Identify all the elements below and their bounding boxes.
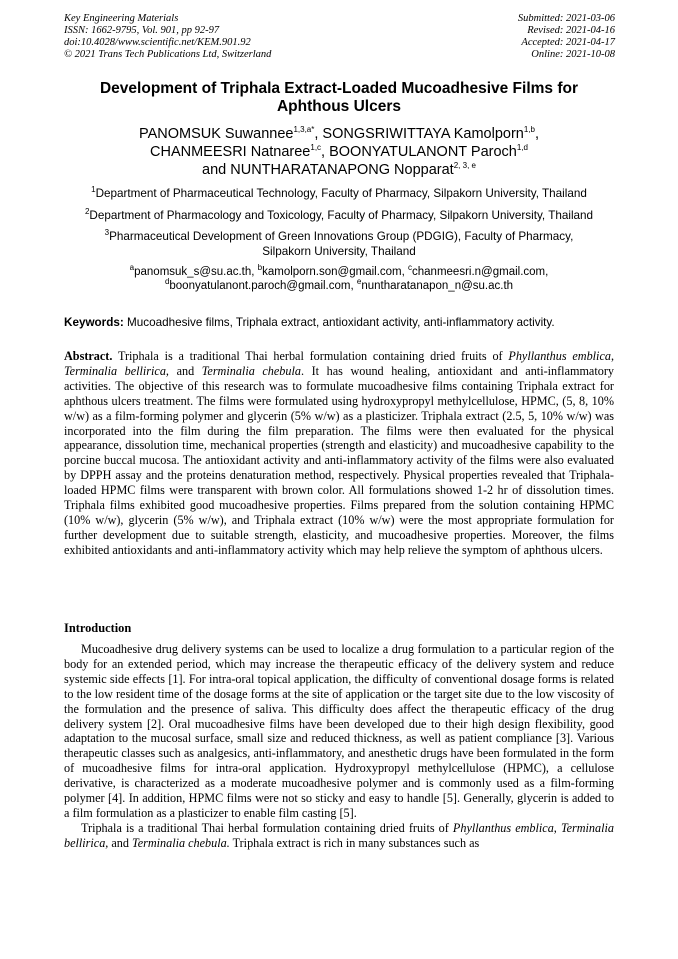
email-mark: d [164,277,170,287]
author-separator: , [314,126,323,142]
author-affiliation-mark: 1,3,a* [293,125,315,135]
author-line [64,143,614,161]
revised-date: Revised: 2021-04-16 [527,25,615,36]
author-name: CHANMEESRI Natnaree [150,144,311,160]
affiliation-text: Department of Pharmacology and Toxicology, Faculty of Pharmacy, Silpakorn University, Thailand [89,209,594,222]
author-separator: , [321,144,330,160]
paper-title-line: Aphthous Ulcers [276,98,401,115]
affiliation-number: 3 [104,228,110,238]
online-date: Online: 2021-10-08 [531,49,615,60]
paper-title [64,80,614,116]
species-name: Phyllanthus emblica [508,349,611,363]
author-line [64,125,614,143]
email-link[interactable]: boonyatulanont.paroch@gmail.com, [169,280,357,292]
copyright-line: © 2021 Trans Tech Publications Ltd, Switzerland [64,49,272,60]
section-heading-introduction: Introduction [64,621,132,635]
abstract-label: Abstract. [64,349,113,363]
author-list [64,125,614,179]
paragraph-text: and [108,835,133,850]
introduction-body [64,642,614,851]
affiliation-text: Silpakorn University, Thailand [262,245,416,258]
keywords-text: Mucoadhesive films, Triphala extract, antioxidant activity, anti-inflammatory activity. [123,316,555,329]
email-mark: c [408,263,413,273]
paragraph-text: Triphala is a traditional Thai herbal formulation containing dried fruits of [81,820,453,835]
paragraph-text: , [553,820,561,835]
email-mark: a [129,263,135,273]
paragraph-text: Triphala extract is rich in many substances such as [229,835,480,850]
email-mark: b [257,263,263,273]
journal-name: Key Engineering Materials [64,13,179,24]
accepted-date: Accepted: 2021-04-17 [521,37,615,48]
paragraph [64,821,614,851]
paragraph: Mucoadhesive drug delivery systems can be used to localize a drug formulation to a particular region of the body for an extended period, which may increase the therapeutic efficacy of the delivery system and reduce systemic side effects [1]. For intra-oral topical application, the difficulty of conventional dosage forms is related to the low resident time of the dosage forms at the site of application or the target site due to the low viscosity of the formulation and the presence of saliva. This difficulty does affect the therapeutic efficacy of the drug delivery system [2]. Oral mucoadhesive films have been developed due to their high design flexibility, good adaptation to the mucosal surface, small size and reduced thickness, as well as patient compliance [3]. Various therapeutic classes such as analgesics, anti-inflammatory, and anesthetic drugs have been formulated in the form of mucoadhesive films for intra-oral application. Hydroxypropyl methylcellulose (HPMC), a cellulose derivative, is characterized as a moderate mucoadhesive polymer and is commonly used as a film-forming polymer [4]. In addition, HPMC films were not so sticky and easy to handle [5]. Generally, glycerin is added to a film formulation as a plasticizer to enable film casting [5]. [64,642,614,820]
species-name: Phyllanthus emblica [452,820,554,835]
author-name: BOONYATULANONT Paroch [329,144,517,160]
email-mark: e [356,277,362,287]
email-link[interactable]: panomsuk_s@su.ac.th, [134,266,258,278]
affiliation-1 [64,186,614,201]
doi-line[interactable]: doi:10.4028/www.scientific.net/KEM.901.92 [64,37,251,48]
species-name: Terminalia bellirica, [64,363,169,378]
issn-line: ISSN: 1662-9795, Vol. 901, pp 92-97 [64,25,220,36]
author-affiliation-mark: 2, 3, e [453,161,476,171]
abstract-text: , [610,349,614,363]
species-name: Terminalia chebula. [132,835,230,850]
affiliation-number: 2 [84,207,90,217]
email-link[interactable]: nuntharatanapon_n@su.ac.th [361,280,514,292]
author-name: and NUNTHARATANAPONG Nopparat [202,162,454,178]
author-line [64,161,614,179]
paper-title-line: Development of Triphala Extract-Loaded Mucoadhesive Films for [99,80,579,97]
email-list [64,265,614,293]
affiliation-2 [64,208,614,223]
author-affiliation-mark: 1,b [523,125,535,135]
journal-header-right [518,13,615,61]
author-affiliation-mark: 1,c [310,143,322,153]
species-name: Terminalia chebula [201,363,301,378]
abstract-text: and [168,363,202,378]
species-name: Terminalia bellirica, [64,820,614,850]
affiliation-number: 1 [91,185,96,195]
abstract [64,349,614,558]
author-separator: , [534,126,540,142]
email-link[interactable]: kamolporn.son@gmail.com, [262,266,409,278]
author-affiliation-mark: 1,d [516,143,528,153]
keywords-label: Keywords: [64,316,124,329]
affiliation-3 [64,229,614,259]
abstract-text: Triphala is a traditional Thai herbal formulation containing dried fruits of [112,349,509,363]
keywords [64,316,614,330]
affiliation-text: Department of Pharmaceutical Technology, Faculty of Pharmacy, Silpakorn University, Thailand [95,187,587,200]
submitted-date: Submitted: 2021-03-06 [517,13,615,24]
author-name: PANOMSUK Suwannee [138,126,294,142]
affiliation-text: Pharmaceutical Development of Green Innovations Group (PDGIG), Faculty of Pharmacy, [109,230,574,243]
author-name: SONGSRIWITTAYA Kamolporn [322,126,524,142]
journal-header-left [64,13,271,61]
abstract-text: . It has wound healing, antioxidant and anti-inflammatory activities. The objective of this research was to formulate mucoadhesive films containing Triphala extract for aphthous ulcers treatment. The films were formulated using hydroxypropyl methylcellulose, HPMC, (5, 8, 10% w/w) as a film-forming polymer and glycerin (5% w/w) as a plasticizer. Triphala extract (2.5, 5, 10% w/w) was incorporated into the film during the film preparation. The films were then evaluated for the physical appearance, dissolution time, mechanical properties (strength and elasticity) and mucoadhesive capability to the porcine buccal mucosa. The antioxidant activity and anti-inflammatory activity of the films were also evaluated by DPPH assay and the proteins denaturation method, respectively. Physical properties revealed that Triphala-loaded HPMC films were transparent with brown color. All formulations showed 1-2 hr of dissolution times. Triphala films exhibited good mucoadhesive properties. Films prepared from the solution containing HPMC (10% w/w), glycerin (5% w/w), and Triphala extract (10% w/w) were the most appropriate formulation for further development due to suitable strength, elasticity, and mucoadhesive properties. Moreover, the films exhibited antioxidants and anti-inflammatory activity which may help relieve the symptom of aphthous ulcers. [64,363,614,557]
email-link[interactable]: chanmeesri.n@gmail.com, [412,266,549,278]
